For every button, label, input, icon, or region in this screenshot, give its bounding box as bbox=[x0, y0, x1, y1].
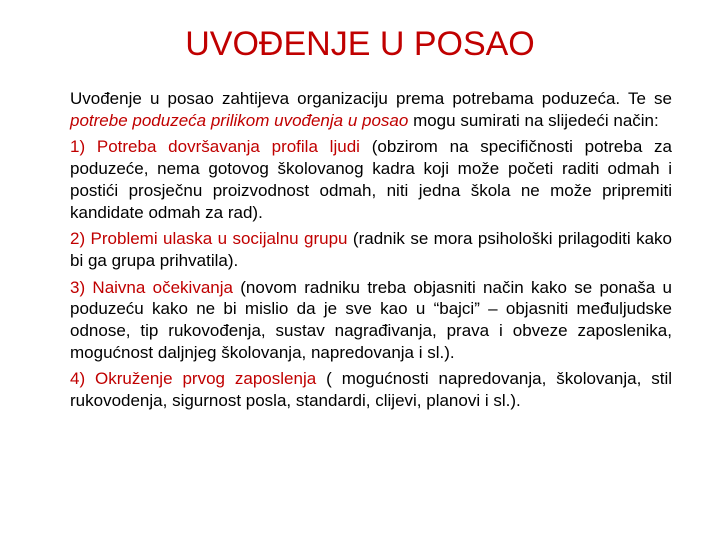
item-heading: 4) Okruženje prvog zaposlenja bbox=[70, 369, 317, 389]
list-item-1 bbox=[70, 136, 672, 223]
intro-highlight: potrebe poduzeća prilikom uvođenja u posao bbox=[70, 110, 409, 130]
intro-paragraph bbox=[70, 88, 672, 131]
item-heading: 1) Potreba dovršavanja profila ljudi bbox=[70, 137, 360, 157]
item-heading: 3) Naivna očekivanja bbox=[70, 277, 233, 297]
intro-text-before: Uvođenje u posao zahtijeva organizaciju prema potrebama poduzeća. Te se bbox=[70, 89, 672, 108]
list-item-4 bbox=[70, 368, 672, 411]
slide-title: UVOĐENJE U POSAO bbox=[185, 25, 535, 63]
item-text: (novom radniku treba objasniti način kako se ponaša u poduzeću kako ne bi mislio da je sve kao u “bajci” – objasniti međuljudske odnose, tip rukovođenja, sustav nagrađivanja, prava i obveze zaposlenika, mogućnost daljnjeg školovanja, napredovanja i sl.). bbox=[70, 277, 672, 362]
item-text: (obzirom na specifičnosti potreba za poduzeće, nema gotovog školovanog kadra koji može početi raditi odmah i postići prosječnu proizvodnost odmah, niti jedna škola ne može pripremiti kandidate odmah za rad). bbox=[70, 137, 673, 222]
item-text: ( mogućnosti napredovanja, školovanja, stil rukovodenja, sigurnost posla, standardi, clijevi, planovi i sl.). bbox=[70, 369, 672, 411]
intro-text-after: mogu sumirati na slijedeći način: bbox=[408, 110, 659, 130]
list-item-2 bbox=[70, 228, 672, 271]
list-item-3 bbox=[70, 277, 672, 364]
item-text: (radnik se mora psihološki prilagoditi kako bi ga grupa prihvatila). bbox=[70, 229, 672, 270]
slide-body bbox=[70, 88, 672, 417]
item-heading: 2) Problemi ulaska u socijalnu grupu bbox=[70, 229, 348, 249]
